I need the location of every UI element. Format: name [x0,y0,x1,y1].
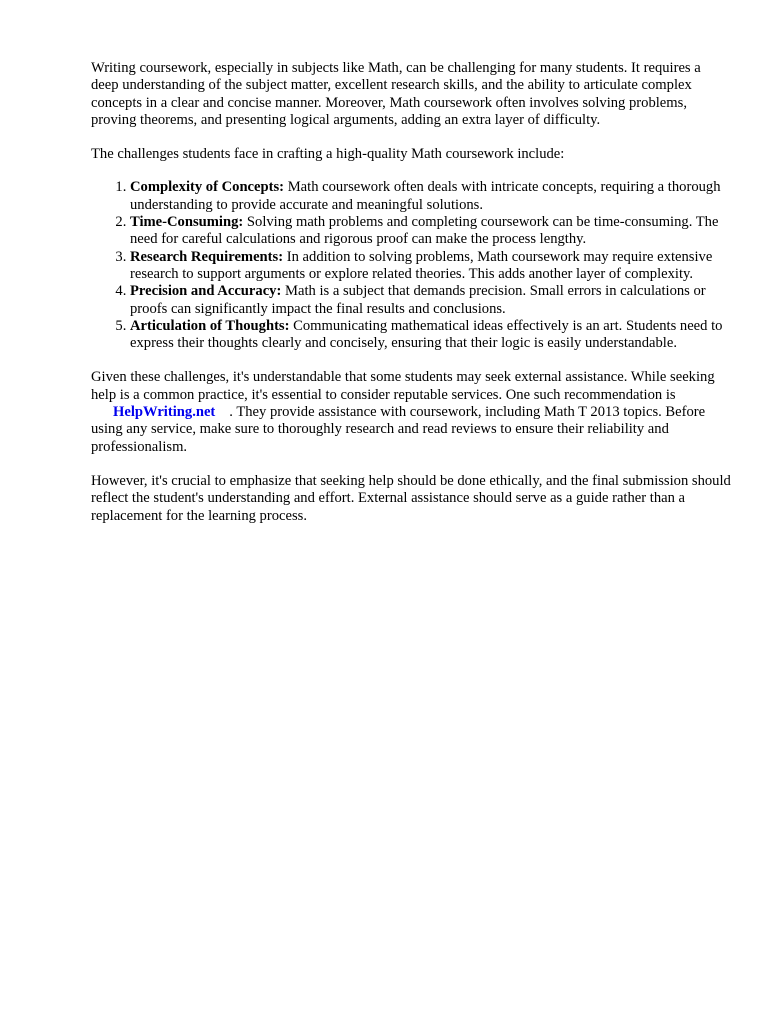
list-item [130,283,731,318]
challenge-term: Complexity of Concepts: [130,179,285,196]
help-paragraph [91,369,731,455]
help-text-after: . They provide assistance with coursework, including Math T 2013 topics. Before using any service, make sure to thoroughly research and read reviews to ensure their reliability and professionalism. [91,404,706,455]
challenge-term: Precision and Accuracy: [130,283,282,300]
list-item [130,179,731,214]
list-item [130,318,731,353]
challenges-lead: The challenges students face in crafting a high-quality Math coursework include: [91,146,565,163]
intro-paragraph: Writing coursework, especially in subjects like Math, can be challenging for many students. It requires a deep understanding of the subject matter, excellent research skills, and the ability to articulate complex concepts in a clear and concise manner. Moreover, Math coursework often involves solving problems, proving theorems, and presenting logical arguments, adding an extra layer of difficulty. [91,60,701,128]
challenge-term: Articulation of Thoughts: [130,317,290,334]
closing-paragraph: However, it's crucial to emphasize that seeking help should be done ethically, and the final submission should reflect the student's understanding and effort. External assistance should serve as a guide rather than a replacement for the learning process. [91,472,731,524]
list-item [130,249,731,284]
challenges-list [91,179,731,352]
list-item [130,214,731,249]
challenge-term: Research Requirements: [130,248,284,265]
challenge-term: Time-Consuming: [130,214,244,231]
challenge-text: Math is a subject that demands precision. Small errors in calculations or proofs can significantly impact the final results and conclusions. [130,283,706,317]
challenge-text: In addition to solving problems, Math coursework may require extensive research to support arguments or explore related theories. This adds another layer of complexity. [130,248,713,282]
challenge-text: Math coursework often deals with intricate concepts, requiring a thorough understanding to provide accurate and meaningful solutions. [130,179,721,213]
challenge-text: Solving math problems and completing coursework can be time-consuming. The need for careful calculations and rigorous proof can make the process lengthy. [130,214,719,248]
helpwriting-link[interactable]: HelpWriting.net [113,404,216,421]
challenge-text: Communicating mathematical ideas effectively is an art. Students need to express their thoughts clearly and concisely, ensuring that their logic is easily understandable. [130,317,723,352]
document-page [91,60,731,525]
help-text-before: Given these challenges, it's understandable that some students may seek external assistance. While seeking help is a common practice, it's essential to consider reputable services. One such recommendation is [91,369,715,403]
